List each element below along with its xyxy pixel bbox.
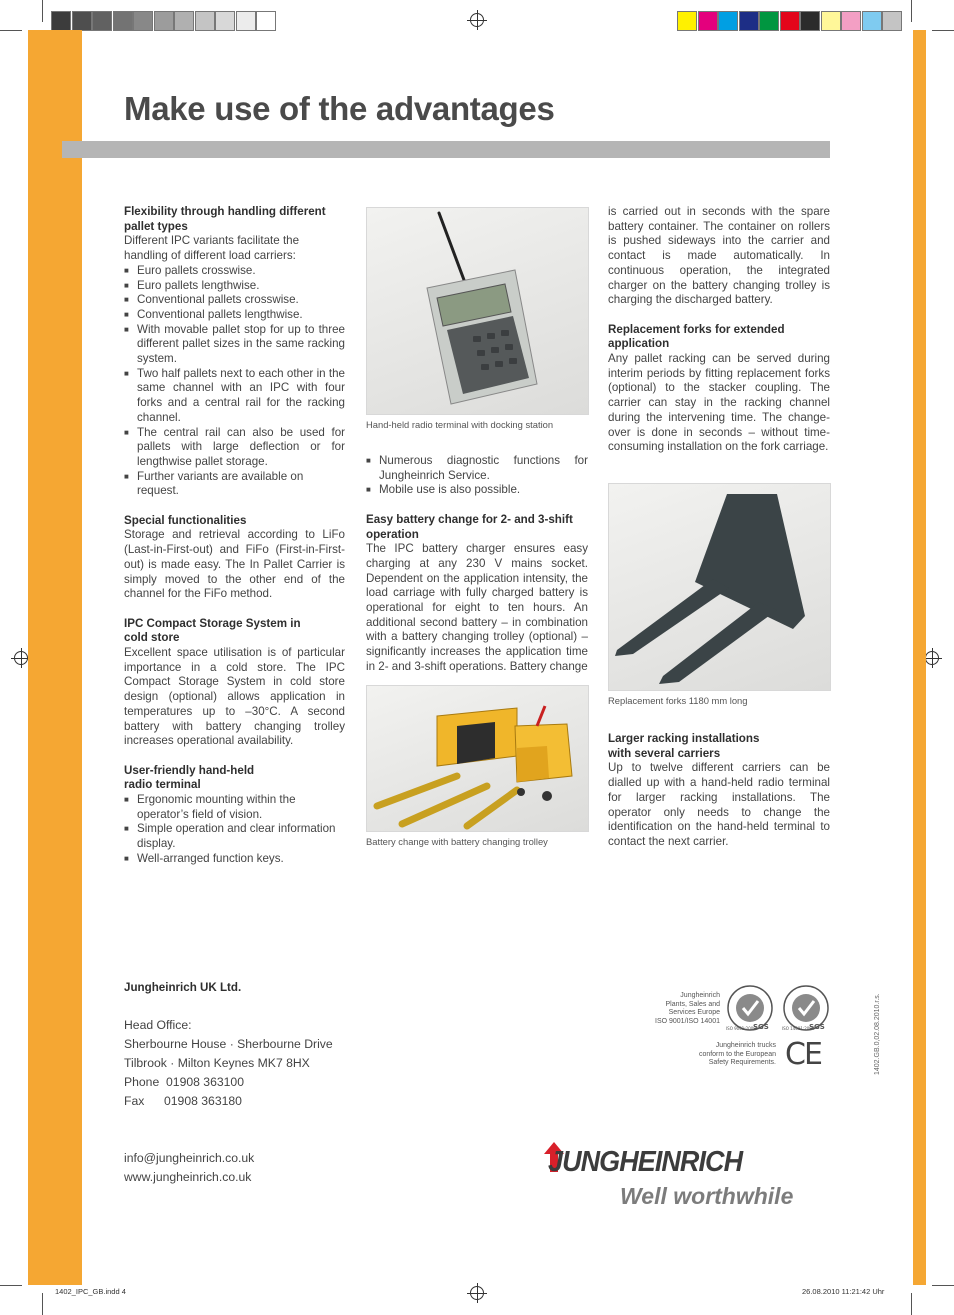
list-item: ■ Euro pallets lengthwise. xyxy=(124,279,345,294)
heading-line: User-friendly hand-held xyxy=(124,763,255,777)
registration-mark xyxy=(470,13,484,27)
crop-mark xyxy=(932,1285,954,1286)
email-link[interactable]: info@jungheinrich.co.uk xyxy=(124,1151,255,1165)
section-heading: Easy battery change for 2- and 3-shift operation xyxy=(366,512,573,541)
grey-color-bar xyxy=(51,11,277,31)
photo-caption: Battery change with battery changing trolley xyxy=(366,836,548,847)
page-title: Make use of the advantages xyxy=(124,90,555,127)
website-link[interactable]: www.jungheinrich.co.uk xyxy=(124,1170,252,1184)
address-line: Sherbourne House · Sherbourne Drive xyxy=(124,1037,333,1051)
photo-handheld-terminal xyxy=(366,207,589,415)
ce-conformity-text xyxy=(680,1042,776,1068)
fax-number: 01908 363180 xyxy=(164,1094,242,1108)
list-item: ■ Conventional pallets lengthwise. xyxy=(124,308,345,323)
list-item: ■ Two half pallets next to each other in the same channel with an IPC with four forks and a central rail for the racking channel. xyxy=(124,367,345,426)
section-heading: Replacement forks for extended application xyxy=(608,322,785,351)
photo-caption: Hand-held radio terminal with docking station xyxy=(366,419,554,430)
orange-side-band-right xyxy=(913,30,926,1285)
contact-block xyxy=(124,1149,254,1187)
photo-caption: Replacement forks 1180 mm long xyxy=(608,695,748,706)
sgs-label: SGS xyxy=(809,1023,825,1031)
phone-number: 01908 363100 xyxy=(166,1075,244,1089)
column-3 xyxy=(608,205,830,455)
bullet-list xyxy=(124,264,345,499)
bullet-list xyxy=(124,793,345,867)
company-name: Jungheinrich UK Ltd. xyxy=(124,981,242,994)
photo-replacement-forks xyxy=(608,483,831,691)
crop-mark xyxy=(42,0,43,22)
heading-line: Larger racking installations xyxy=(608,732,760,745)
fax-line xyxy=(124,1092,333,1111)
section-heading: Special functionalities xyxy=(124,513,247,527)
sgs-iso9001-seal-icon xyxy=(726,986,772,1031)
list-item: ■ Conventional pallets crosswise. xyxy=(124,293,345,308)
fax-label: Fax xyxy=(124,1094,145,1108)
process-color-bar xyxy=(677,11,903,31)
list-item: ■ Simple operation and clear information display. xyxy=(124,822,345,851)
column-3-bottom xyxy=(608,732,830,850)
title-underline-bar xyxy=(62,141,830,158)
iso-label: ISO 14001:2004 xyxy=(782,1026,815,1031)
cert-line: Jungheinrich xyxy=(680,992,720,999)
section-heading xyxy=(608,732,830,761)
slug-file-name: 1402_IPC_GB.indd 4 xyxy=(55,1287,126,1296)
crop-mark xyxy=(911,0,912,22)
list-item: ■ With movable pallet stop for up to three different pallet sizes in the same racking system. xyxy=(124,323,345,367)
paragraph: Storage and retrieval according to LiFo (Last-in-First-out) and FiFo (First-in-First-out) is made easy. The In Pallet Carrier is simply moved to the other end of the channel for the FiFo method. xyxy=(124,528,345,601)
cert-line: Plants, Sales and xyxy=(665,1000,720,1008)
crop-mark xyxy=(42,1293,43,1315)
cert-line: Services Europe xyxy=(668,1009,720,1016)
paragraph: Up to twelve different carriers can be dialled up with a hand-held radio terminal for larger racking installations. The operator only needs to change the identification on the hand-held terminal to contact the next carrier. xyxy=(608,761,830,848)
orange-side-band-left xyxy=(28,30,82,1285)
sgs-label: SGS xyxy=(753,1023,769,1031)
forks-illustration xyxy=(609,484,830,690)
bullet-list xyxy=(366,454,588,498)
list-item: ■ Ergonomic mounting within the operator’s field of vision. xyxy=(124,793,345,822)
ce-line: Safety Requirements. xyxy=(708,1059,776,1066)
document-code: 1402.GB.0,02.08.2010.r.s. xyxy=(874,993,881,1075)
heading-line: with several carriers xyxy=(608,746,721,760)
certification-text xyxy=(630,992,720,1026)
slug-date: 26.08.2010 11:21:42 Uhr xyxy=(802,1287,885,1296)
sgs-certification-seals xyxy=(726,984,832,1034)
photo-battery-trolley xyxy=(366,685,589,832)
paragraph: Different IPC variants facilitate the handling of different load carriers: xyxy=(124,234,300,263)
handheld-terminal-illustration xyxy=(367,208,588,414)
address-block xyxy=(124,1016,333,1111)
sgs-iso14001-seal-icon xyxy=(782,986,828,1031)
logo-tagline: Well worthwhile xyxy=(620,1183,794,1209)
ce-line: conform to the European xyxy=(698,1050,776,1058)
jungheinrich-logo xyxy=(544,1142,834,1214)
cert-line: ISO 9001/ISO 14001 xyxy=(655,1017,720,1025)
crop-mark xyxy=(932,30,954,31)
column-2 xyxy=(366,454,588,675)
battery-trolley-illustration xyxy=(367,686,588,831)
paragraph: The IPC battery charger ensures easy charging at any 230 V mains socket. Dependent on the application intensity, the load carriage with fully charged battery is operational for eight to ten hours. An additional second battery – in combination with a battery changing trolley (optional) – significantly increases the application time in 2- and 3-shift operations. Battery change xyxy=(366,542,588,673)
heading-line: radio terminal xyxy=(124,778,201,792)
heading-line: IPC Compact Storage System in xyxy=(124,616,301,630)
list-item: ■ Further variants are available on request. xyxy=(124,470,345,499)
heading-line: cold store xyxy=(124,631,180,645)
iso-label: ISO 9001:2000 xyxy=(726,1026,756,1031)
list-item: ■ Euro pallets crosswise. xyxy=(124,264,345,279)
section-heading: Flexibility through handling different pallet types xyxy=(124,205,326,233)
office-label: Head Office: xyxy=(124,1018,192,1032)
paragraph: Excellent space utilisation is of particular importance in a cold store. The IPC Compact Storage System in cold store design (optional) allows application in temperatures up to –30°C. A second battery with battery changing trolley increases operational availability. xyxy=(124,646,345,748)
paragraph: is carried out in seconds with the spare battery container. The container on rollers is pushed sideways into the carrier and contact is made automatically. In continuous operation, the integrated charger on the battery changing trolley is charging the discharged battery. xyxy=(608,205,830,307)
ce-line: Jungheinrich trucks xyxy=(715,1042,776,1049)
phone-line xyxy=(124,1073,333,1092)
address-line: Tilbrook · Milton Keynes MK7 8HX xyxy=(124,1056,310,1070)
list-item: ■ Well-arranged function keys. xyxy=(124,852,345,867)
registration-mark xyxy=(14,651,28,665)
section-heading xyxy=(124,764,345,793)
ce-mark-icon: CE xyxy=(785,1037,821,1072)
logo-wordmark: JUNGHEINRICH xyxy=(548,1146,743,1178)
crop-mark xyxy=(911,1293,912,1315)
registration-mark xyxy=(470,1286,484,1300)
crop-mark xyxy=(0,1285,22,1286)
phone-label: Phone xyxy=(124,1075,160,1089)
section-heading xyxy=(124,617,345,646)
list-item: ■ Mobile use is also possible. xyxy=(366,483,588,498)
list-item: ■ Numerous diagnostic functions for Jungheinrich Service. xyxy=(366,454,588,483)
list-item: ■ The central rail can also be used for pallets with large deflection or for lengthwise pallet storage. xyxy=(124,426,345,470)
crop-mark xyxy=(0,30,22,31)
registration-mark xyxy=(925,651,939,665)
column-1 xyxy=(124,205,345,867)
paragraph: Any pallet racking can be served during interim periods by fitting replacement forks (optional) to the stacker coupling. The carrier can stay in the racking channel during the intervening time. The change-over is done in seconds – without time-consuming installation on the fork carriage. xyxy=(608,352,830,454)
